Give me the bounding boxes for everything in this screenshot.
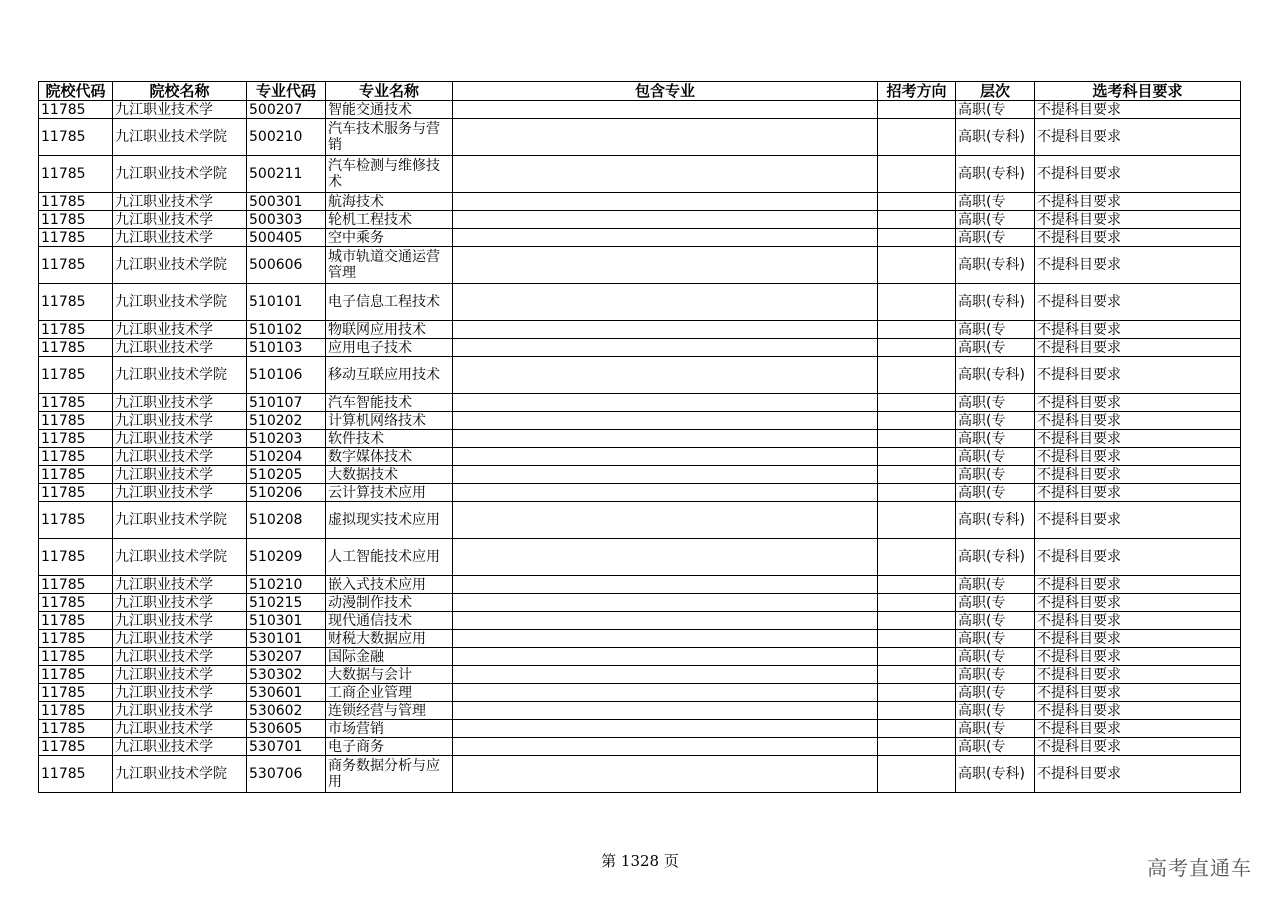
- major-code-cell: 530701: [247, 738, 326, 756]
- direction-cell: [878, 156, 956, 193]
- level-cell: 高职(专: [956, 193, 1035, 211]
- major-name-cell: 工商企业管理: [326, 684, 453, 702]
- included-majors-cell: [453, 339, 878, 357]
- school-code-cell: 11785: [39, 756, 113, 793]
- major-code-cell: 500301: [247, 193, 326, 211]
- school-name-cell: 九江职业技术学: [113, 738, 247, 756]
- level-cell: 高职(专: [956, 321, 1035, 339]
- level-cell: 高职(专: [956, 648, 1035, 666]
- header-major-name: 专业名称: [326, 82, 453, 101]
- subject-requirement-cell: 不提科目要求: [1035, 630, 1241, 648]
- subject-requirement-cell: 不提科目要求: [1035, 738, 1241, 756]
- school-code-cell: 11785: [39, 357, 113, 394]
- direction-cell: [878, 594, 956, 612]
- school-code-cell: 11785: [39, 666, 113, 684]
- subject-requirement-cell: 不提科目要求: [1035, 284, 1241, 321]
- major-name-cell: 移动互联应用技术: [326, 357, 453, 394]
- direction-cell: [878, 720, 956, 738]
- direction-cell: [878, 756, 956, 793]
- table-row: [39, 119, 1241, 156]
- school-code-cell: 11785: [39, 247, 113, 284]
- major-code-cell: 530602: [247, 702, 326, 720]
- major-code-cell: 530605: [247, 720, 326, 738]
- major-code-cell: 510301: [247, 612, 326, 630]
- school-code-cell: 11785: [39, 612, 113, 630]
- subject-requirement-cell: 不提科目要求: [1035, 156, 1241, 193]
- level-cell: 高职(专: [956, 720, 1035, 738]
- major-code-cell: 510107: [247, 394, 326, 412]
- header-subject-requirement: 选考科目要求: [1035, 82, 1241, 101]
- major-name-cell: 计算机网络技术: [326, 412, 453, 430]
- level-cell: 高职(专: [956, 684, 1035, 702]
- included-majors-cell: [453, 284, 878, 321]
- subject-requirement-cell: 不提科目要求: [1035, 394, 1241, 412]
- subject-requirement-cell: 不提科目要求: [1035, 412, 1241, 430]
- table-row: [39, 448, 1241, 466]
- major-code-cell: 530706: [247, 756, 326, 793]
- school-name-cell: 九江职业技术学院: [113, 284, 247, 321]
- school-name-cell: 九江职业技术学: [113, 412, 247, 430]
- school-code-cell: 11785: [39, 284, 113, 321]
- header-major-code: 专业代码: [247, 82, 326, 101]
- major-code-cell: 510205: [247, 466, 326, 484]
- included-majors-cell: [453, 211, 878, 229]
- table-header-row: [39, 82, 1241, 101]
- direction-cell: [878, 193, 956, 211]
- school-name-cell: 九江职业技术学: [113, 211, 247, 229]
- direction-cell: [878, 539, 956, 576]
- school-name-cell: 九江职业技术学: [113, 648, 247, 666]
- subject-requirement-cell: 不提科目要求: [1035, 539, 1241, 576]
- header-direction: 招考方向: [878, 82, 956, 101]
- included-majors-cell: [453, 247, 878, 284]
- school-name-cell: 九江职业技术学: [113, 101, 247, 119]
- school-name-cell: 九江职业技术学: [113, 684, 247, 702]
- direction-cell: [878, 394, 956, 412]
- major-name-cell: 智能交通技术: [326, 101, 453, 119]
- included-majors-cell: [453, 394, 878, 412]
- school-name-cell: 九江职业技术学院: [113, 357, 247, 394]
- subject-requirement-cell: 不提科目要求: [1035, 448, 1241, 466]
- level-cell: 高职(专: [956, 101, 1035, 119]
- school-code-cell: 11785: [39, 539, 113, 576]
- level-cell: 高职(专科): [956, 502, 1035, 539]
- major-name-cell: 汽车技术服务与营销: [326, 119, 453, 156]
- subject-requirement-cell: 不提科目要求: [1035, 101, 1241, 119]
- school-name-cell: 九江职业技术学院: [113, 119, 247, 156]
- level-cell: 高职(专科): [956, 156, 1035, 193]
- page-number: 第 1328 页: [601, 852, 679, 870]
- major-name-cell: 人工智能技术应用: [326, 539, 453, 576]
- school-name-cell: 九江职业技术学: [113, 576, 247, 594]
- subject-requirement-cell: 不提科目要求: [1035, 502, 1241, 539]
- subject-requirement-cell: 不提科目要求: [1035, 229, 1241, 247]
- school-code-cell: 11785: [39, 720, 113, 738]
- direction-cell: [878, 684, 956, 702]
- header-school-code: 院校代码: [39, 82, 113, 101]
- included-majors-cell: [453, 702, 878, 720]
- school-code-cell: 11785: [39, 156, 113, 193]
- major-code-cell: 500210: [247, 119, 326, 156]
- major-code-cell: 500303: [247, 211, 326, 229]
- included-majors-cell: [453, 576, 878, 594]
- school-name-cell: 九江职业技术学: [113, 702, 247, 720]
- direction-cell: [878, 448, 956, 466]
- major-code-cell: 510209: [247, 539, 326, 576]
- level-cell: 高职(专: [956, 466, 1035, 484]
- major-name-cell: 云计算技术应用: [326, 484, 453, 502]
- school-name-cell: 九江职业技术学: [113, 594, 247, 612]
- direction-cell: [878, 666, 956, 684]
- school-name-cell: 九江职业技术学院: [113, 539, 247, 576]
- included-majors-cell: [453, 484, 878, 502]
- school-code-cell: 11785: [39, 229, 113, 247]
- included-majors-cell: [453, 193, 878, 211]
- major-code-cell: 510206: [247, 484, 326, 502]
- school-name-cell: 九江职业技术学: [113, 612, 247, 630]
- table-row: [39, 484, 1241, 502]
- school-name-cell: 九江职业技术学: [113, 720, 247, 738]
- major-code-cell: 510106: [247, 357, 326, 394]
- school-name-cell: 九江职业技术学: [113, 448, 247, 466]
- level-cell: 高职(专科): [956, 357, 1035, 394]
- level-cell: 高职(专科): [956, 539, 1035, 576]
- school-code-cell: 11785: [39, 119, 113, 156]
- table-row: [39, 211, 1241, 229]
- table-row: [39, 576, 1241, 594]
- major-name-cell: 汽车检测与维修技术: [326, 156, 453, 193]
- school-code-cell: 11785: [39, 702, 113, 720]
- table-row: [39, 612, 1241, 630]
- table-row: [39, 284, 1241, 321]
- direction-cell: [878, 321, 956, 339]
- school-name-cell: 九江职业技术学: [113, 484, 247, 502]
- major-name-cell: 市场营销: [326, 720, 453, 738]
- subject-requirement-cell: 不提科目要求: [1035, 339, 1241, 357]
- major-code-cell: 510102: [247, 321, 326, 339]
- included-majors-cell: [453, 412, 878, 430]
- subject-requirement-cell: 不提科目要求: [1035, 684, 1241, 702]
- school-code-cell: 11785: [39, 594, 113, 612]
- major-code-cell: 510204: [247, 448, 326, 466]
- school-name-cell: 九江职业技术学: [113, 321, 247, 339]
- level-cell: 高职(专: [956, 412, 1035, 430]
- subject-requirement-cell: 不提科目要求: [1035, 576, 1241, 594]
- level-cell: 高职(专: [956, 630, 1035, 648]
- school-name-cell: 九江职业技术学: [113, 339, 247, 357]
- included-majors-cell: [453, 101, 878, 119]
- included-majors-cell: [453, 229, 878, 247]
- major-name-cell: 航海技术: [326, 193, 453, 211]
- subject-requirement-cell: 不提科目要求: [1035, 247, 1241, 284]
- major-code-cell: 510215: [247, 594, 326, 612]
- header-level: 层次: [956, 82, 1035, 101]
- school-code-cell: 11785: [39, 738, 113, 756]
- direction-cell: [878, 612, 956, 630]
- school-code-cell: 11785: [39, 211, 113, 229]
- table-row: [39, 648, 1241, 666]
- table-row: [39, 466, 1241, 484]
- included-majors-cell: [453, 448, 878, 466]
- direction-cell: [878, 702, 956, 720]
- included-majors-cell: [453, 738, 878, 756]
- major-code-cell: 500606: [247, 247, 326, 284]
- included-majors-cell: [453, 756, 878, 793]
- school-name-cell: 九江职业技术学: [113, 394, 247, 412]
- level-cell: 高职(专: [956, 339, 1035, 357]
- watermark-logo-text: 高考直通车: [1147, 856, 1252, 880]
- school-name-cell: 九江职业技术学: [113, 193, 247, 211]
- subject-requirement-cell: 不提科目要求: [1035, 648, 1241, 666]
- direction-cell: [878, 339, 956, 357]
- major-name-cell: 嵌入式技术应用: [326, 576, 453, 594]
- level-cell: 高职(专: [956, 612, 1035, 630]
- header-school-name: 院校名称: [113, 82, 247, 101]
- table-row: [39, 412, 1241, 430]
- level-cell: 高职(专科): [956, 247, 1035, 284]
- direction-cell: [878, 738, 956, 756]
- level-cell: 高职(专: [956, 666, 1035, 684]
- level-cell: 高职(专: [956, 594, 1035, 612]
- subject-requirement-cell: 不提科目要求: [1035, 756, 1241, 793]
- admissions-table: [38, 81, 1241, 793]
- table-row: [39, 321, 1241, 339]
- school-code-cell: 11785: [39, 448, 113, 466]
- major-name-cell: 汽车智能技术: [326, 394, 453, 412]
- major-name-cell: 应用电子技术: [326, 339, 453, 357]
- major-name-cell: 物联网应用技术: [326, 321, 453, 339]
- subject-requirement-cell: 不提科目要求: [1035, 594, 1241, 612]
- school-code-cell: 11785: [39, 484, 113, 502]
- subject-requirement-cell: 不提科目要求: [1035, 666, 1241, 684]
- major-code-cell: 530207: [247, 648, 326, 666]
- header-included-majors: 包含专业: [453, 82, 878, 101]
- level-cell: 高职(专: [956, 430, 1035, 448]
- table-row: [39, 684, 1241, 702]
- subject-requirement-cell: 不提科目要求: [1035, 484, 1241, 502]
- major-name-cell: 电子商务: [326, 738, 453, 756]
- table-row: [39, 156, 1241, 193]
- table-row: [39, 394, 1241, 412]
- school-name-cell: 九江职业技术学: [113, 466, 247, 484]
- school-name-cell: 九江职业技术学院: [113, 502, 247, 539]
- school-code-cell: 11785: [39, 502, 113, 539]
- table-row: [39, 101, 1241, 119]
- direction-cell: [878, 211, 956, 229]
- table-row: [39, 630, 1241, 648]
- direction-cell: [878, 466, 956, 484]
- level-cell: 高职(专: [956, 576, 1035, 594]
- direction-cell: [878, 229, 956, 247]
- direction-cell: [878, 284, 956, 321]
- major-name-cell: 商务数据分析与应用: [326, 756, 453, 793]
- table-row: [39, 738, 1241, 756]
- direction-cell: [878, 576, 956, 594]
- school-name-cell: 九江职业技术学院: [113, 247, 247, 284]
- subject-requirement-cell: 不提科目要求: [1035, 720, 1241, 738]
- direction-cell: [878, 430, 956, 448]
- included-majors-cell: [453, 612, 878, 630]
- school-name-cell: 九江职业技术学: [113, 430, 247, 448]
- major-code-cell: 500211: [247, 156, 326, 193]
- direction-cell: [878, 101, 956, 119]
- major-name-cell: 空中乘务: [326, 229, 453, 247]
- direction-cell: [878, 119, 956, 156]
- major-code-cell: 500405: [247, 229, 326, 247]
- major-name-cell: 大数据技术: [326, 466, 453, 484]
- table-row: [39, 339, 1241, 357]
- included-majors-cell: [453, 321, 878, 339]
- school-code-cell: 11785: [39, 648, 113, 666]
- table-row: [39, 594, 1241, 612]
- major-code-cell: 510101: [247, 284, 326, 321]
- school-code-cell: 11785: [39, 101, 113, 119]
- major-name-cell: 城市轨道交通运营管理: [326, 247, 453, 284]
- included-majors-cell: [453, 720, 878, 738]
- included-majors-cell: [453, 357, 878, 394]
- major-name-cell: 连锁经营与管理: [326, 702, 453, 720]
- subject-requirement-cell: 不提科目要求: [1035, 612, 1241, 630]
- table-body: [39, 101, 1241, 793]
- included-majors-cell: [453, 430, 878, 448]
- major-code-cell: 510210: [247, 576, 326, 594]
- major-code-cell: 510202: [247, 412, 326, 430]
- included-majors-cell: [453, 666, 878, 684]
- table-row: [39, 430, 1241, 448]
- included-majors-cell: [453, 502, 878, 539]
- table-row: [39, 247, 1241, 284]
- direction-cell: [878, 247, 956, 284]
- included-majors-cell: [453, 539, 878, 576]
- school-code-cell: 11785: [39, 339, 113, 357]
- table-row: [39, 193, 1241, 211]
- major-name-cell: 数字媒体技术: [326, 448, 453, 466]
- direction-cell: [878, 412, 956, 430]
- subject-requirement-cell: 不提科目要求: [1035, 321, 1241, 339]
- school-name-cell: 九江职业技术学院: [113, 156, 247, 193]
- direction-cell: [878, 502, 956, 539]
- school-code-cell: 11785: [39, 630, 113, 648]
- major-code-cell: 530302: [247, 666, 326, 684]
- admissions-table-container: [38, 81, 1241, 793]
- major-name-cell: 虚拟现实技术应用: [326, 502, 453, 539]
- level-cell: 高职(专: [956, 394, 1035, 412]
- major-name-cell: 轮机工程技术: [326, 211, 453, 229]
- included-majors-cell: [453, 684, 878, 702]
- school-name-cell: 九江职业技术学: [113, 666, 247, 684]
- table-row: [39, 756, 1241, 793]
- included-majors-cell: [453, 119, 878, 156]
- major-code-cell: 510208: [247, 502, 326, 539]
- table-row: [39, 720, 1241, 738]
- level-cell: 高职(专: [956, 229, 1035, 247]
- subject-requirement-cell: 不提科目要求: [1035, 466, 1241, 484]
- included-majors-cell: [453, 630, 878, 648]
- school-code-cell: 11785: [39, 193, 113, 211]
- level-cell: 高职(专科): [956, 119, 1035, 156]
- school-code-cell: 11785: [39, 684, 113, 702]
- table-row: [39, 666, 1241, 684]
- level-cell: 高职(专: [956, 702, 1035, 720]
- major-code-cell: 530101: [247, 630, 326, 648]
- school-code-cell: 11785: [39, 576, 113, 594]
- table-row: [39, 702, 1241, 720]
- major-name-cell: 现代通信技术: [326, 612, 453, 630]
- major-name-cell: 电子信息工程技术: [326, 284, 453, 321]
- direction-cell: [878, 484, 956, 502]
- subject-requirement-cell: 不提科目要求: [1035, 119, 1241, 156]
- school-name-cell: 九江职业技术学: [113, 229, 247, 247]
- included-majors-cell: [453, 466, 878, 484]
- direction-cell: [878, 357, 956, 394]
- level-cell: 高职(专科): [956, 284, 1035, 321]
- subject-requirement-cell: 不提科目要求: [1035, 211, 1241, 229]
- major-name-cell: 软件技术: [326, 430, 453, 448]
- table-row: [39, 502, 1241, 539]
- major-name-cell: 动漫制作技术: [326, 594, 453, 612]
- table-row: [39, 539, 1241, 576]
- level-cell: 高职(专: [956, 448, 1035, 466]
- table-row: [39, 357, 1241, 394]
- major-code-cell: 510203: [247, 430, 326, 448]
- major-name-cell: 大数据与会计: [326, 666, 453, 684]
- direction-cell: [878, 648, 956, 666]
- major-code-cell: 510103: [247, 339, 326, 357]
- school-code-cell: 11785: [39, 321, 113, 339]
- subject-requirement-cell: 不提科目要求: [1035, 357, 1241, 394]
- school-code-cell: 11785: [39, 466, 113, 484]
- included-majors-cell: [453, 156, 878, 193]
- included-majors-cell: [453, 594, 878, 612]
- level-cell: 高职(专: [956, 211, 1035, 229]
- major-code-cell: 500207: [247, 101, 326, 119]
- school-code-cell: 11785: [39, 430, 113, 448]
- table-row: [39, 229, 1241, 247]
- subject-requirement-cell: 不提科目要求: [1035, 430, 1241, 448]
- major-code-cell: 530601: [247, 684, 326, 702]
- level-cell: 高职(专科): [956, 756, 1035, 793]
- school-name-cell: 九江职业技术学院: [113, 756, 247, 793]
- level-cell: 高职(专: [956, 484, 1035, 502]
- school-name-cell: 九江职业技术学: [113, 630, 247, 648]
- level-cell: 高职(专: [956, 738, 1035, 756]
- major-name-cell: 财税大数据应用: [326, 630, 453, 648]
- included-majors-cell: [453, 648, 878, 666]
- school-code-cell: 11785: [39, 412, 113, 430]
- school-code-cell: 11785: [39, 394, 113, 412]
- subject-requirement-cell: 不提科目要求: [1035, 702, 1241, 720]
- direction-cell: [878, 630, 956, 648]
- subject-requirement-cell: 不提科目要求: [1035, 193, 1241, 211]
- major-name-cell: 国际金融: [326, 648, 453, 666]
